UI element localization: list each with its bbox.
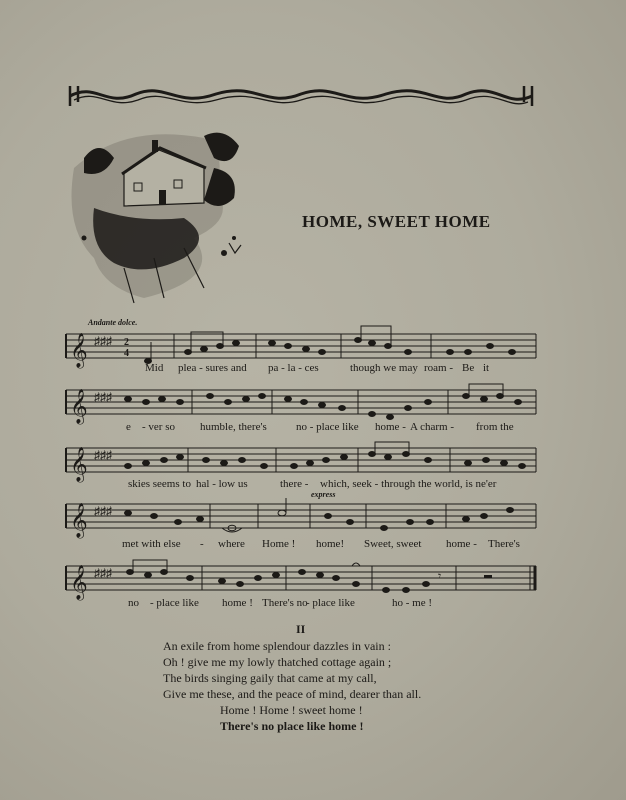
lyric-5-3: home ! bbox=[222, 597, 253, 609]
verse-line-1: An exile from home splendour dazzles in vain : bbox=[163, 639, 391, 653]
lyric-1-1: Mid bbox=[145, 362, 164, 374]
lyric-1-5: roam - bbox=[424, 362, 454, 374]
lyric-2-6: A charm - bbox=[410, 421, 454, 433]
verse-heading: II bbox=[296, 622, 306, 636]
lyric-1-7: it bbox=[483, 362, 490, 374]
lyric-5-4: There's no bbox=[262, 597, 308, 609]
lyric-4-1: met with else bbox=[122, 538, 181, 550]
svg-text:𝄞: 𝄞 bbox=[70, 334, 88, 367]
lyric-1-6: Be bbox=[462, 362, 475, 374]
lyric-1-3: pa - la - ces bbox=[268, 362, 319, 374]
lyric-2-5: home - bbox=[375, 421, 406, 433]
svg-text:𝄞: 𝄞 bbox=[70, 448, 88, 481]
lyric-1-4: though we may bbox=[350, 362, 418, 374]
lyric-3-4: which, seek - through the world, is ne'er bbox=[320, 478, 497, 490]
svg-text:𝄞: 𝄞 bbox=[70, 390, 88, 423]
svg-text:𝄾: 𝄾 bbox=[438, 569, 442, 583]
svg-text:𝄞: 𝄞 bbox=[70, 504, 88, 537]
svg-text:♯♯♯: ♯♯♯ bbox=[94, 390, 112, 404]
svg-text:2: 2 bbox=[124, 337, 129, 348]
lyric-5-2: - place like bbox=[150, 597, 199, 609]
lyric-4-8: There's bbox=[488, 538, 520, 550]
music-staff-4 bbox=[66, 496, 538, 542]
lyric-4-4: Home ! bbox=[262, 538, 296, 550]
svg-text:♯♯♯: ♯♯♯ bbox=[94, 504, 112, 518]
lyric-4-5: home! bbox=[316, 538, 345, 550]
cottage-illustration bbox=[64, 128, 254, 308]
svg-text:♯♯♯: ♯♯♯ bbox=[94, 566, 112, 580]
lyric-5-6: ho - me ! bbox=[392, 597, 433, 609]
verse-line-4: Give me these, and the peace of mind, dearer than all. bbox=[163, 687, 422, 701]
lyric-5-5: - place like bbox=[306, 597, 355, 609]
tempo-marking: Andante dolce. bbox=[88, 318, 138, 327]
lyric-1-2: plea - sures and bbox=[178, 362, 247, 374]
lyric-2-3: humble, there's bbox=[200, 421, 267, 433]
song-title: HOME, SWEET HOME bbox=[302, 212, 491, 231]
lyric-3-3: there - bbox=[280, 478, 309, 490]
ribbon-ornament bbox=[66, 78, 536, 112]
lyric-2-1: e bbox=[126, 421, 131, 433]
lyric-2-4: no - place like bbox=[296, 421, 359, 433]
expression-marking: express bbox=[311, 490, 336, 499]
svg-text:♯♯♯: ♯♯♯ bbox=[94, 448, 112, 462]
svg-text:𝄞: 𝄞 bbox=[70, 566, 88, 599]
verse-line-2: Oh ! give me my lowly thatched cottage again ; bbox=[163, 655, 392, 669]
refrain-line-2: There's no place like home ! bbox=[220, 719, 364, 733]
refrain-line-1: Home ! Home ! sweet home ! bbox=[220, 703, 363, 717]
lyric-4-6: Sweet, sweet bbox=[364, 538, 422, 550]
lyric-3-2: hal - low us bbox=[196, 478, 248, 490]
lyric-5-1: no bbox=[128, 597, 139, 609]
svg-text:4: 4 bbox=[124, 348, 129, 359]
lyric-2-7: from the bbox=[476, 421, 514, 433]
lyric-4-7: home - bbox=[446, 538, 477, 550]
lyric-4-2: - bbox=[200, 538, 204, 550]
verse-line-3: The birds singing gaily that came at my call, bbox=[163, 671, 377, 685]
svg-text:♯♯♯: ♯♯♯ bbox=[94, 334, 112, 348]
lyric-2-2: - ver so bbox=[142, 421, 175, 433]
lyric-4-3: where bbox=[218, 538, 245, 550]
lyric-3-1: skies seems to bbox=[128, 478, 191, 490]
